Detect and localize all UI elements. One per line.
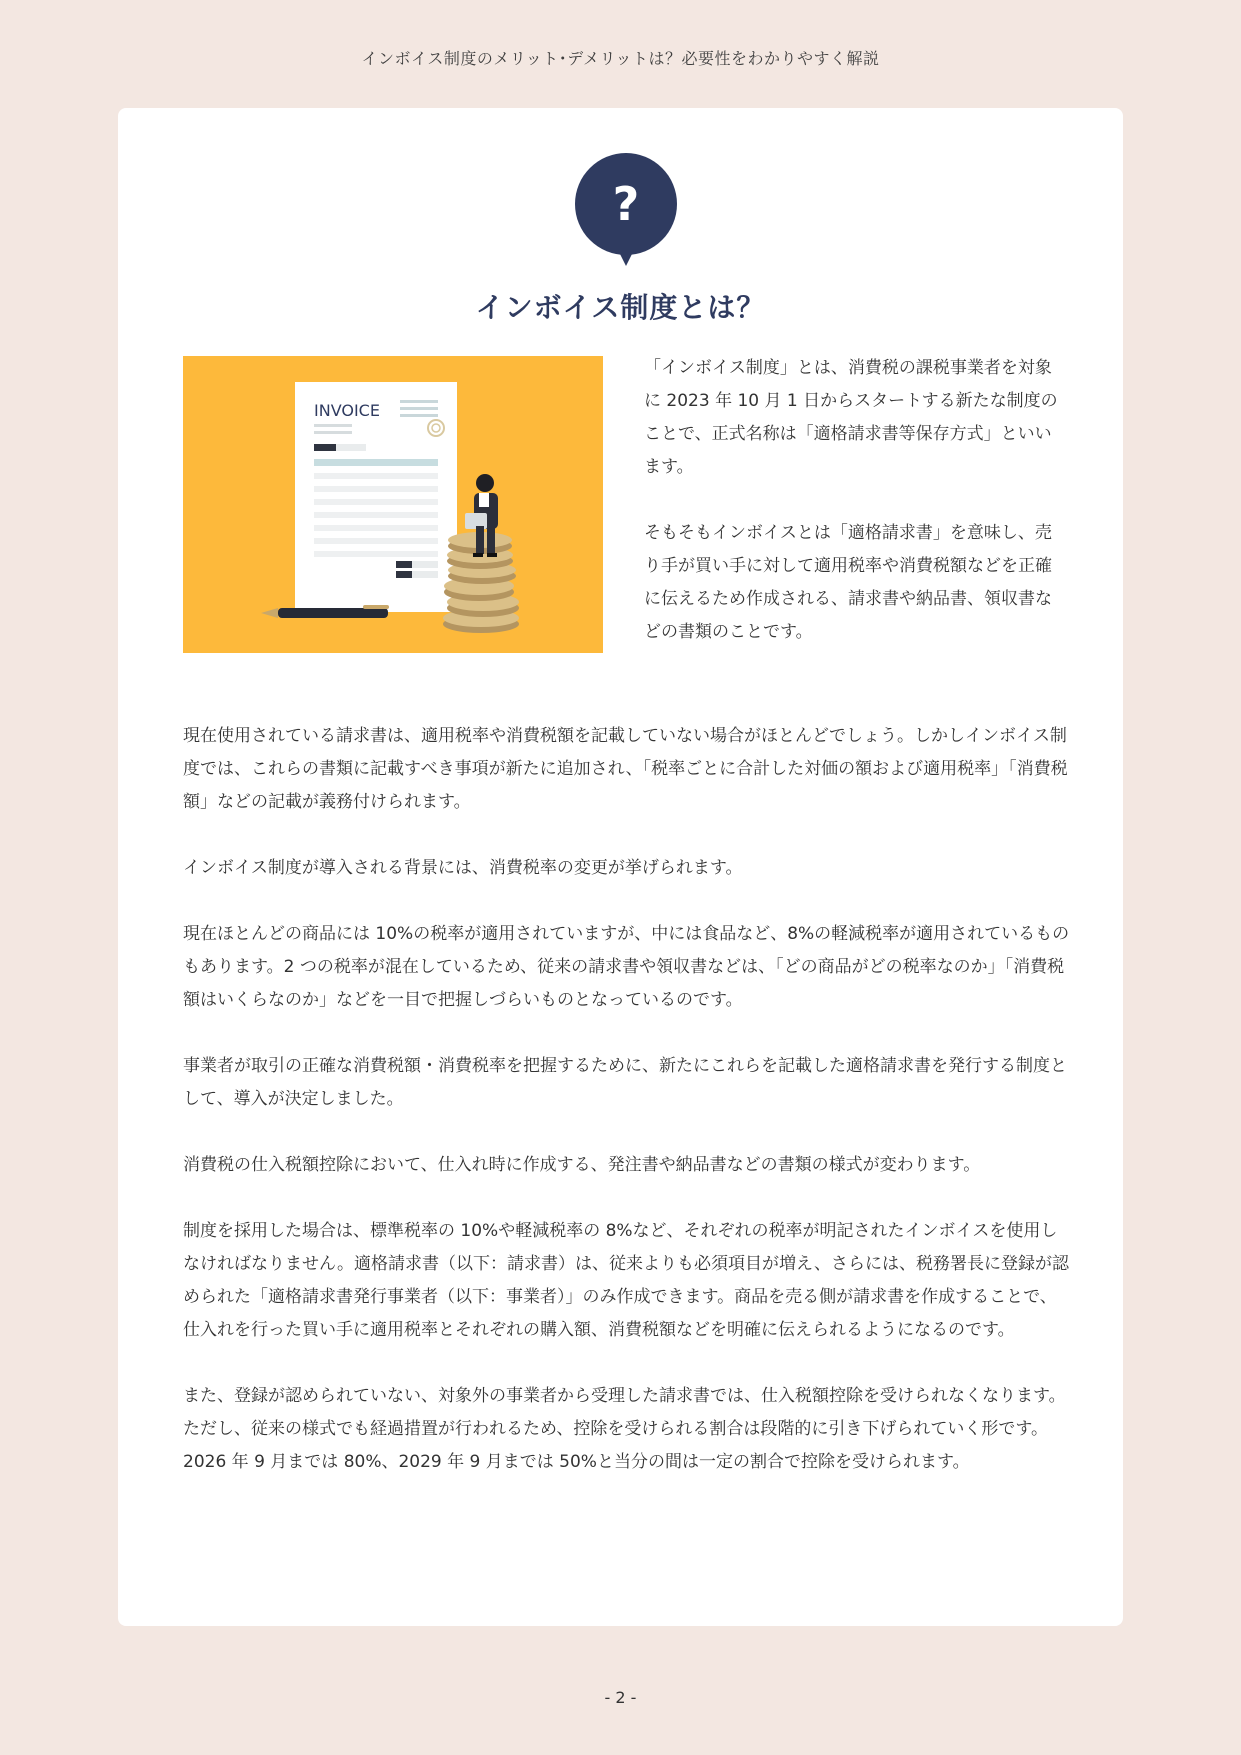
intro-paragraph: 「インボイス制度」とは、消費税の課税事業者を対象に 2023 年 10 月 1 日からスタートする新たな制度のことで、正式名称は「適格請求書等保存方式」といいます。: [644, 358, 1058, 477]
body-text: [183, 720, 1073, 1512]
content-card: [118, 108, 1123, 1626]
body-paragraph: インボイス制度が導入される背景には、消費税率の変更が挙げられます。: [183, 858, 743, 878]
body-paragraph: 現在使用されている請求書は、適用税率や消費税額を記載していない場合がほとんどでしょう。しかしインボイス制度では、これらの書類に記載すべき事項が新たに追加され、「税率ごとに合計した対価の額および適用税率」「消費税額」などの記載が義務付けられます。: [183, 726, 1068, 812]
running-header: インボイス制度のメリット･デメリットは？必要性をわかりやすく解説: [361, 49, 880, 68]
body-paragraph: 消費税の仕入税額控除において、仕入れ時に作成する、発注書や納品書などの書類の様式が変わります。: [183, 1155, 981, 1175]
question-badge-icon: [575, 153, 677, 255]
body-paragraph: また、登録が認められていない、対象外の事業者から受理した請求書では、仕入税額控除を受けられなくなります。ただし、従来の様式でも経過措置が行われるため、控除を受けられる割合は段階的に引き下げられていく形です。2026 年 9 月までは 80%、2029 年 9 月までは 50%と当分の間は一定の割合で控除を受けられます。: [183, 1386, 1066, 1472]
section-title: インボイス制度とは？: [475, 291, 766, 324]
page-number: - 2 -: [604, 1688, 637, 1707]
question-symbol: ?: [612, 177, 640, 231]
intro-text: [644, 352, 1064, 682]
invoice-label: INVOICE: [314, 401, 380, 420]
intro-paragraph: そもそもインボイスとは「適格請求書」を意味し、売り手が買い手に対して適用税率や消費税額などを正確に伝えるため作成される、請求書や納品書、領収書などの書類のことです。: [644, 523, 1052, 642]
body-paragraph: 現在ほとんどの商品には 10%の税率が適用されていますが、中には食品など、8%の軽減税率が適用されているものもあります。2 つの税率が混在しているため、従来の請求書や領収書などは、「どの商品がどの税率なのか」「消費税額はいくらなのか」などを一目で把握しづらいものとなっているのです。: [183, 924, 1070, 1010]
invoice-document-icon: [295, 382, 457, 612]
body-paragraph: 事業者が取引の正確な消費税額・消費税率を把握するために、新たにこれらを記載した適格請求書を発行する制度として、導入が決定しました。: [183, 1056, 1067, 1109]
body-paragraph: 制度を採用した場合は、標準税率の 10%や軽減税率の 8%など、それぞれの税率が明記されたインボイスを使用しなければなりません。適格請求書（以下：請求書）は、従来よりも必須項目が増え、さらには、税務署長に登録が認められた「適格請求書発行事業者（以下：事業者）」のみ作成できます。商品を売る側が請求書を作成することで、仕入れを行った買い手に適用税率とそれぞれの購入額、消費税額などを明確に伝えられるようになるのです。: [183, 1221, 1070, 1340]
invoice-illustration: [183, 356, 603, 653]
